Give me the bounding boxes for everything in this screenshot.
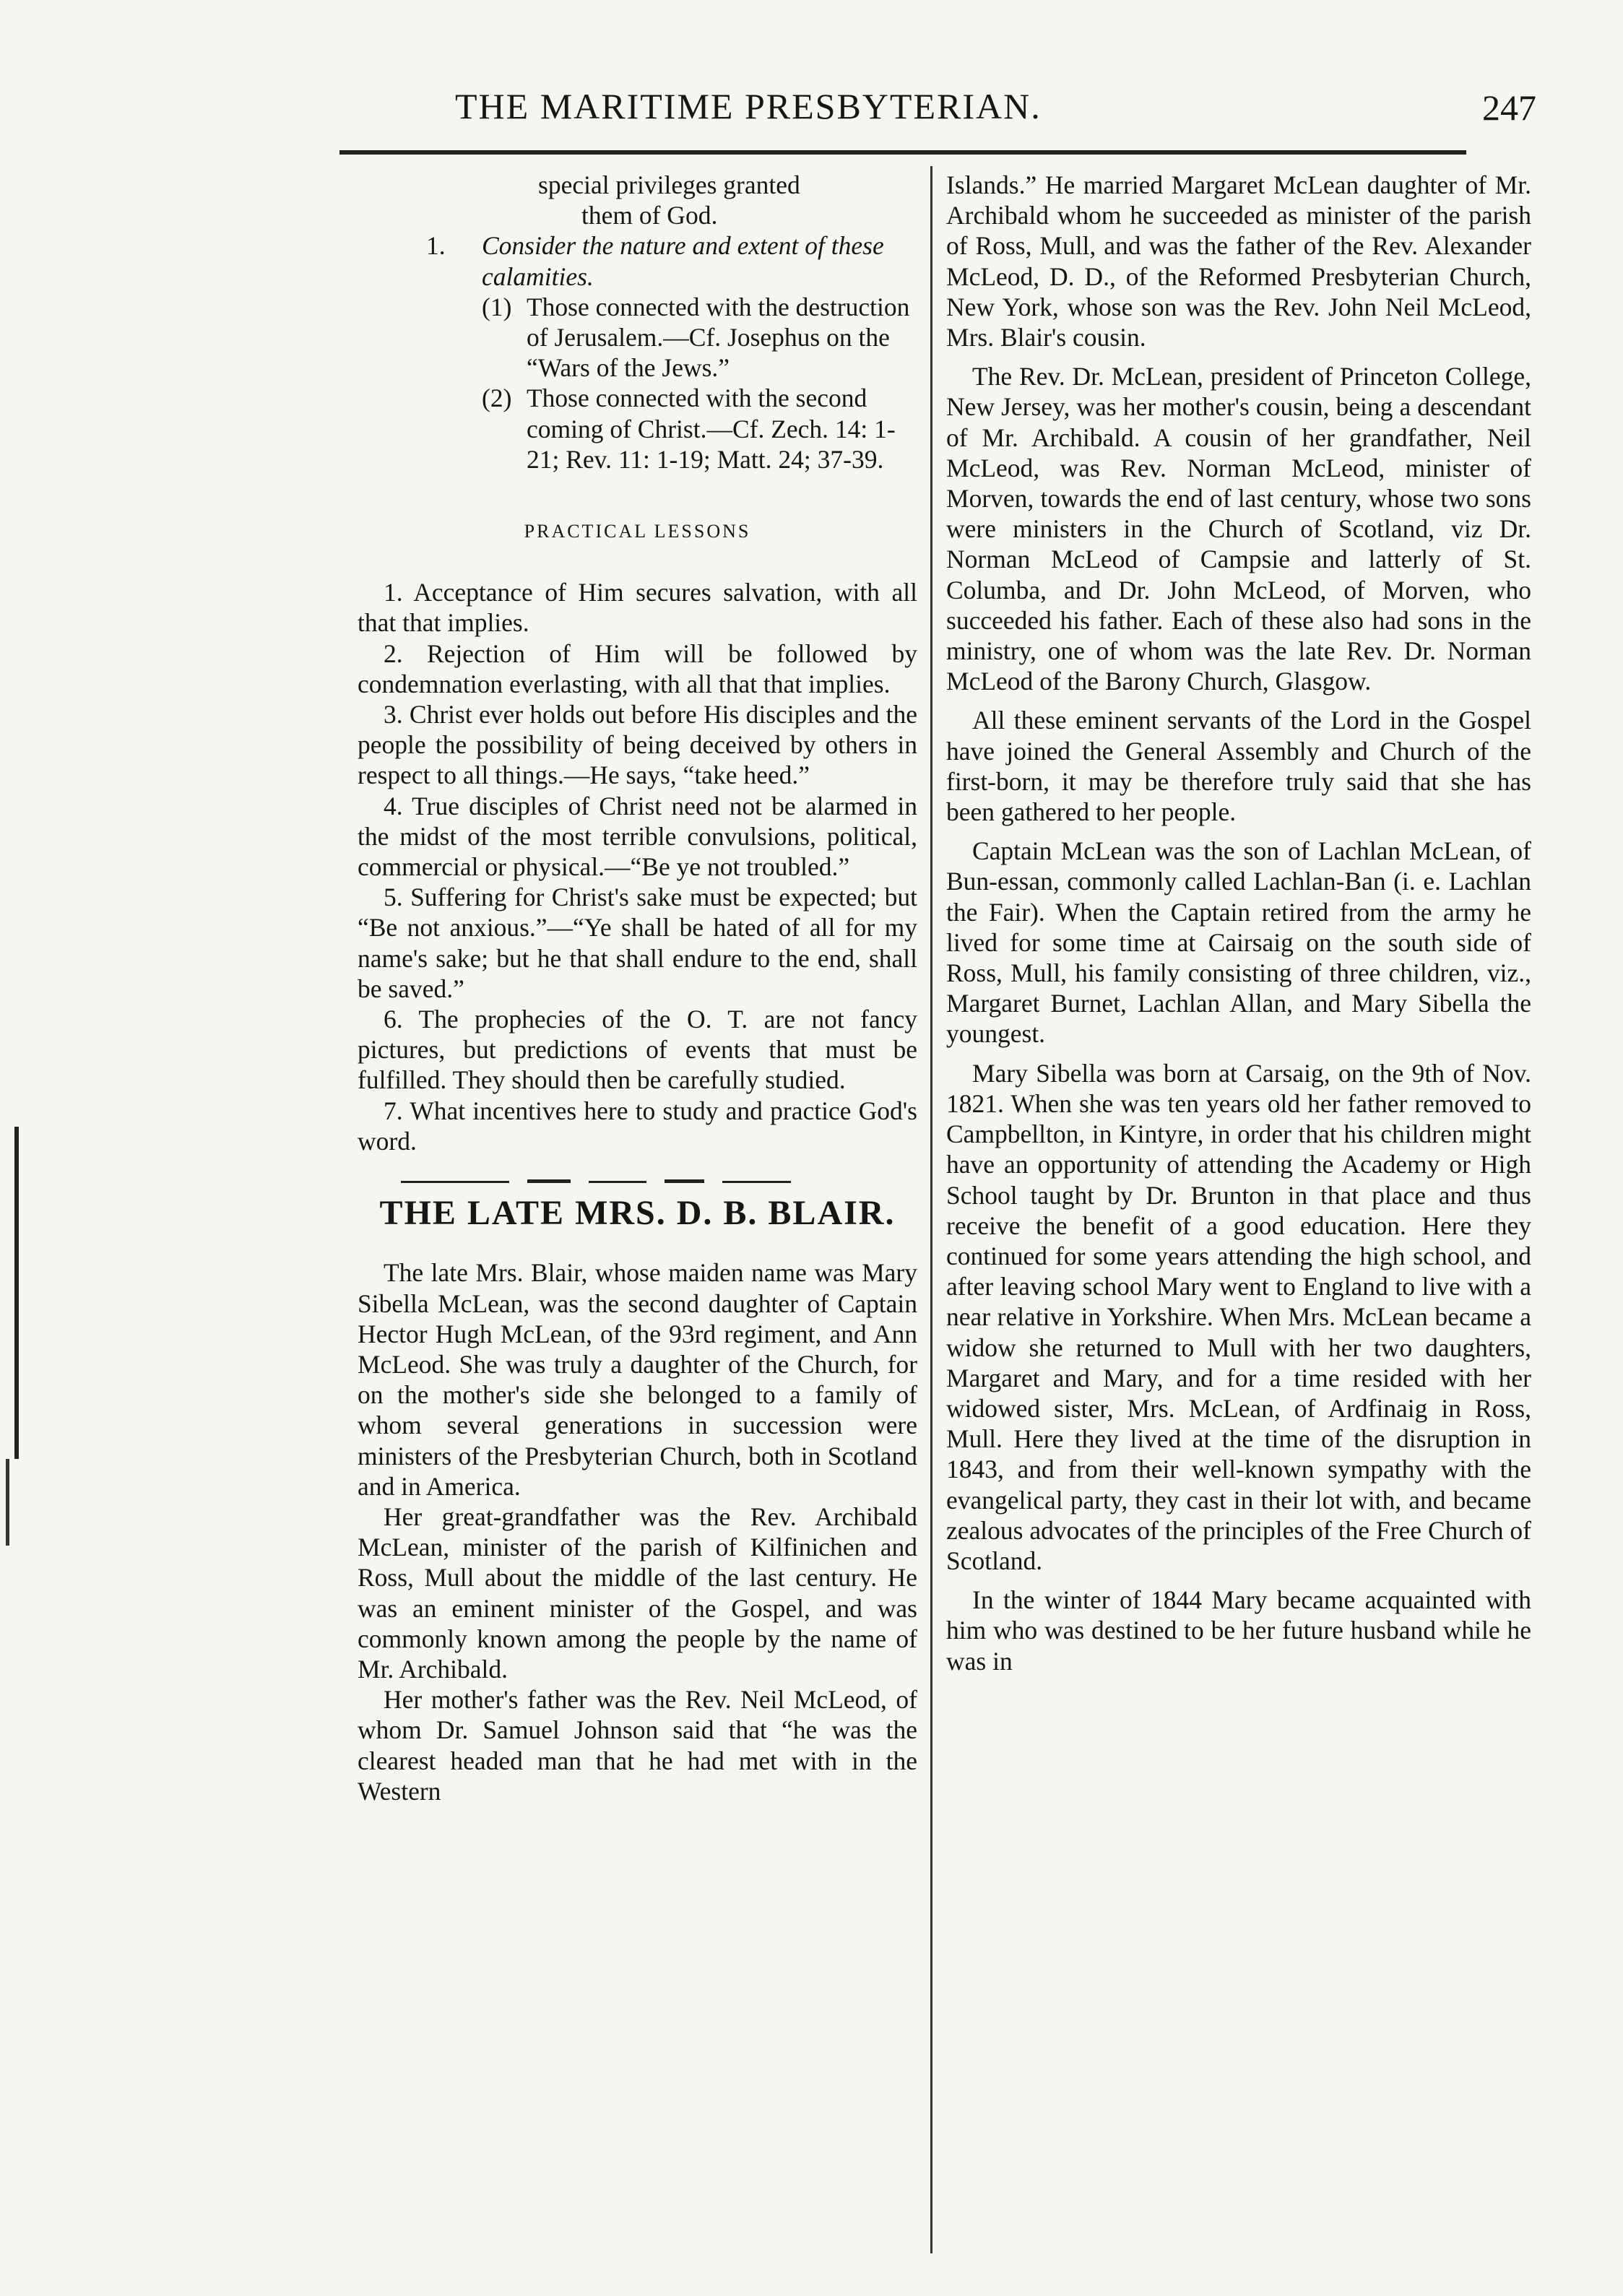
article-title: THE LATE MRS. D. B. BLAIR.: [379, 1194, 896, 1233]
margin-bar: [6, 1459, 9, 1546]
header-rule: [339, 150, 1466, 155]
outline-item: [358, 230, 917, 291]
lesson-item: 4. True disciples of Christ need not be alarmed in the midst of the most terrible convulsions, political, commercial or physical.—“Be ye not troubled.”: [358, 791, 917, 882]
margin-bar: [14, 1127, 19, 1459]
outline-sub-text: Those connected with the second coming of Christ.—Cf. Zech. 14: 1-21; Rev. 11: 1-19; Matt. 24; 37-39.: [527, 384, 896, 474]
outline-item-text: Consider the nature and extent of these calamities.: [482, 231, 884, 291]
column-divider: [930, 166, 932, 2253]
section-divider: [401, 1178, 791, 1185]
lesson-item: 3. Christ ever holds out before His disciples and the people the possibility of being deceived by others in respect to all things.—He says, “take heed.”: [358, 700, 917, 790]
outline-line: special privileges granted: [538, 170, 800, 199]
running-title: THE MARITIME PRESBYTERIAN.: [455, 86, 1042, 126]
article-paragraph: In the winter of 1844 Mary became acquainted with him who was destined to be her future husband while he was in: [946, 1585, 1531, 1676]
outline-item-number: 1.: [426, 231, 446, 261]
article-paragraph: The late Mrs. Blair, whose maiden name was Mary Sibella McLean, was the second daughter of Captain Hector Hugh McLean, of the 93rd regiment, and Ann McLeod. She was truly a daughter of the Church, for on the mother's side she belonged to a family of whom several generations in succession were ministers of the Presbyterian Church, both in Scotland and in America.: [358, 1258, 917, 1501]
page-header: [0, 0, 1623, 137]
outline-sub-number: (2): [482, 384, 512, 413]
right-column: [946, 170, 1531, 1676]
lesson-item: 2. Rejection of Him will be followed by condemnation everlasting, with all that that implies.: [358, 638, 917, 698]
article-paragraph: Mary Sibella was born at Carsaig, on the 9th of Nov. 1821. When she was ten years old her father removed to Campbellton, in Kintyre, in order that his children might have an opportunity of attending the Academy or High School taught by Dr. Brunton in that place and thus receive the benefit of a good education. Here they continued for some years attending the high school, and after leaving school Mary went to England to live with a near relative in Yorkshire. When Mrs. McLean became a widow she returned to Mull with her two daughters, Margaret and Mary, and for a time resided with her widowed sister, Mrs. McLean, of Ardfinaig in Ross, Mull. Here they lived at the time of the disruption in 1843, and from their well-known sympathy with the evangelical party, they cast in their lot with, and became zealous advocates of the principles of the Free Church of Scotland.: [946, 1058, 1531, 1575]
page-number: 247: [1482, 87, 1536, 128]
lesson-item: 6. The prophecies of the O. T. are not fancy pictures, but predictions of events that must be fulfilled. They should then be carefully studied.: [358, 1005, 917, 1095]
article-paragraph: The Rev. Dr. McLean, president of Princeton College, New Jersey, was her mother's cousin, being a descendant of Mr. Archibald. A cousin of her grandfather, Neil McLeod, was Rev. Norman McLeod, minister of Morven, towards the end of last century, whose two sons were ministers in the Church of Scotland, viz Dr. Norman McLeod of Campsie and latterly of St. Columba, and Dr. John McLeod, of Morven, who succeeded his father. Each of these also had sons in the ministry, one of whom was the late Rev. Dr. Norman McLeod of the Barony Church, Glasgow.: [946, 362, 1531, 696]
article-paragraph: Captain McLean was the son of Lachlan McLean, of Bun-essan, commonly called Lachlan-Ban (i. e. Lachlan the Fair). When the Captain retired from the army he lived for some time at Cairsaig on the south side of Ross, Mull, his family consisting of three children, viz., Margaret Burnet, Lachlan Allan, and Mary Sibella the youngest.: [946, 836, 1531, 1049]
lesson-item: 7. What incentives here to study and practice God's word.: [358, 1096, 917, 1156]
section-label-practical-lessons: PRACTICAL LESSONS: [524, 521, 751, 542]
lesson-item: 1. Acceptance of Him secures salvation, with all that that implies.: [358, 578, 917, 638]
outline-sub-item: [358, 383, 917, 475]
outline-sub-item: [358, 292, 917, 384]
article-paragraph: All these eminent servants of the Lord in the Gospel have joined the General Assembly and Church of the first-born, it may be therefore truly said that she has been gathered to her people.: [946, 706, 1531, 827]
article-paragraph: Her great-grandfather was the Rev. Archibald McLean, minister of the parish of Kilfinichen and Ross, Mull about the middle of the last century. He was an eminent minister of the Gospel, and was commonly known among the people by the name of Mr. Archibald.: [358, 1502, 917, 1684]
lessons-list: [358, 577, 917, 1156]
outline-continuation: [538, 170, 917, 230]
article-paragraph: Islands.” He married Margaret McLean daughter of Mr. Archibald whom he succeeded as minister of the parish of Ross, Mull, and was the father of the Rev. Alexander McLeod, D. D., of the Reformed Presbyterian Church, New York, whose son was the Rev. John Neil McLeod, Mrs. Blair's cousin.: [946, 170, 1531, 352]
left-column: [358, 170, 917, 1806]
outline-line: them of God.: [581, 201, 718, 230]
outline-sub-text: Those connected with the destruction of Jerusalem.—Cf. Josephus on the “Wars of the Jews.”: [527, 292, 910, 383]
lesson-item: 5. Suffering for Christ's sake must be expected; but “Be not anxious.”—“Ye shall be hated of all for my name's sake; but he that shall endure to the end, shall be saved.”: [358, 883, 917, 1003]
article-paragraph: Her mother's father was the Rev. Neil McLeod, of whom Dr. Samuel Johnson said that “he was the clearest headed man that he had met with in the Western: [358, 1685, 917, 1806]
outline-sub-number: (1): [482, 292, 512, 321]
